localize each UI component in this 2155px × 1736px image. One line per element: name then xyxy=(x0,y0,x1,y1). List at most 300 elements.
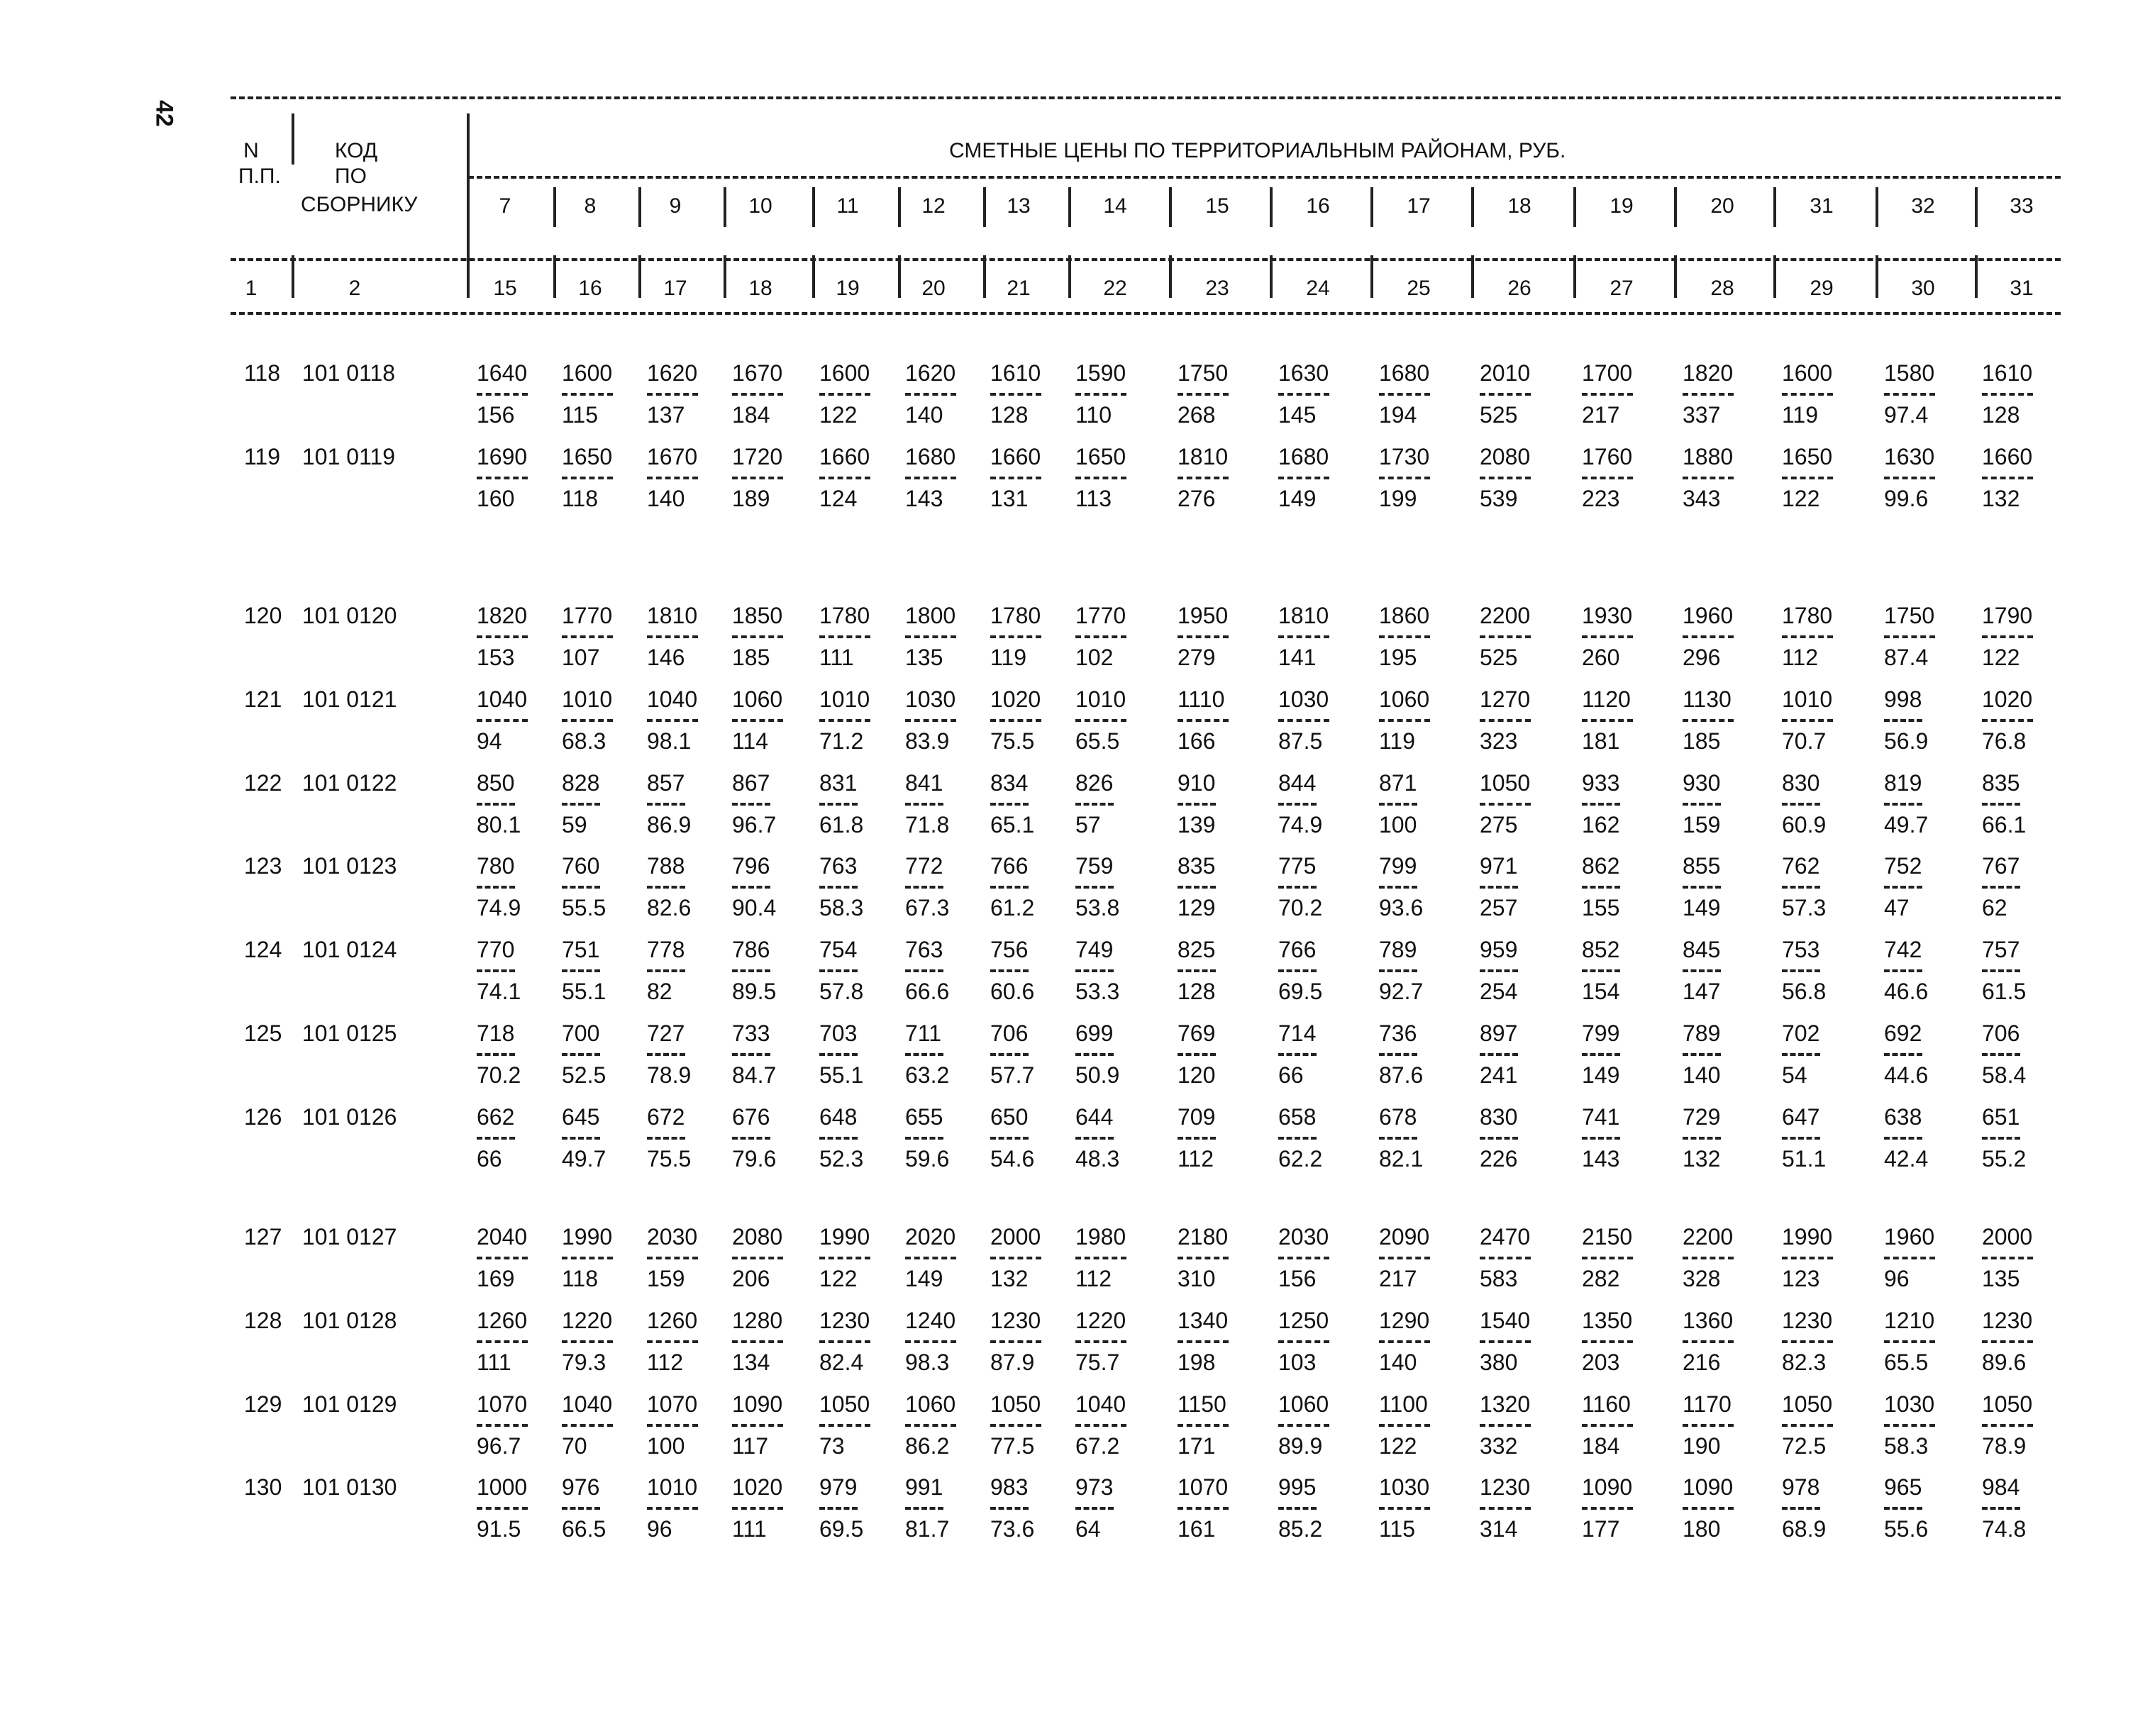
price-cell: 1170 xyxy=(1683,1391,1732,1417)
fraction-bar xyxy=(990,1340,1041,1343)
price-cell: 1230 xyxy=(990,1307,1041,1333)
price-cell: 1730 xyxy=(1379,443,1430,469)
price-cell: 1680 xyxy=(905,443,956,469)
fraction-bar xyxy=(1982,635,2033,638)
header-bottom-rule xyxy=(231,312,2061,315)
fraction-bar xyxy=(1178,393,1229,396)
price-cell: 1670 xyxy=(647,443,698,469)
fraction-bar xyxy=(1278,1137,1317,1140)
fraction-bar xyxy=(1884,1137,1922,1140)
price-cell: 1130 xyxy=(1683,686,1732,712)
price-cell: 1620 xyxy=(905,360,956,386)
price-cell: 73.6 xyxy=(990,1516,1035,1542)
price-cell: 1780 xyxy=(1782,603,1833,628)
fraction-bar xyxy=(1982,969,2020,972)
price-cell: 1260 xyxy=(477,1307,528,1333)
price-cell: 155 xyxy=(1582,895,1620,921)
price-cell: 1010 xyxy=(819,686,870,712)
fraction-bar xyxy=(1683,1507,1734,1510)
fraction-bar xyxy=(647,886,685,889)
price-cell: 2030 xyxy=(1278,1224,1329,1250)
district-header: 32 xyxy=(1911,194,1935,218)
price-cell: 1260 xyxy=(647,1307,698,1333)
fraction-bar xyxy=(990,477,1041,479)
fraction-bar xyxy=(819,393,870,396)
fraction-bar xyxy=(647,1053,685,1056)
price-cell: 1990 xyxy=(562,1224,613,1250)
fraction-bar xyxy=(905,886,943,889)
price-cell: 796 xyxy=(732,853,770,879)
fraction-bar xyxy=(1582,969,1620,972)
price-cell: 1110 xyxy=(1178,686,1225,712)
price-cell: 2080 xyxy=(732,1224,783,1250)
fraction-bar xyxy=(732,1340,783,1343)
fraction-bar xyxy=(1782,1257,1833,1259)
fraction-bar xyxy=(819,1257,870,1259)
price-cell: 203 xyxy=(1582,1349,1620,1375)
fraction-bar xyxy=(1982,477,2033,479)
district-header: 16 xyxy=(1306,194,1330,218)
fraction-bar xyxy=(1683,719,1734,722)
price-cell: 973 xyxy=(1075,1474,1114,1501)
district-header: 12 xyxy=(921,194,946,218)
fraction-bar xyxy=(905,1137,943,1140)
price-cell: 115 xyxy=(562,401,599,428)
fraction-bar xyxy=(1278,719,1329,722)
price-cell: 1600 xyxy=(562,360,613,386)
price-cell: 82 xyxy=(647,979,672,1005)
price-cell: 711 xyxy=(905,1020,942,1046)
fraction-bar xyxy=(1178,635,1229,638)
fraction-bar xyxy=(562,1257,613,1259)
price-cell: 96 xyxy=(647,1516,672,1542)
price-cell: 112 xyxy=(1075,1265,1112,1291)
price-cell: 46.6 xyxy=(1884,979,1929,1005)
fraction-bar xyxy=(1480,1424,1531,1427)
price-cell: 58.3 xyxy=(1884,1432,1929,1459)
district-header: 11 xyxy=(836,194,859,218)
fraction-bar xyxy=(1683,1137,1721,1140)
header-sep-district xyxy=(1068,187,1071,227)
price-cell: 1810 xyxy=(647,603,698,628)
fraction-bar xyxy=(1884,635,1935,638)
price-cell: 67.3 xyxy=(905,895,950,921)
price-cell: 933 xyxy=(1582,769,1620,796)
price-cell: 74.1 xyxy=(477,979,521,1005)
price-cell: 706 xyxy=(1982,1020,2020,1046)
district-header: 15 xyxy=(1205,194,1229,218)
price-cell: 52.3 xyxy=(819,1145,864,1172)
fraction-bar xyxy=(1278,803,1317,806)
price-cell: 47 xyxy=(1884,895,1910,921)
fraction-bar xyxy=(1278,969,1317,972)
row-number: 128 xyxy=(244,1307,282,1333)
price-cell: 835 xyxy=(1982,769,2020,796)
price-cell: 100 xyxy=(1379,811,1417,838)
price-cell: 276 xyxy=(1178,485,1216,511)
fraction-bar xyxy=(1278,1340,1329,1343)
price-cell: 62 xyxy=(1982,895,2007,921)
header-sep-index xyxy=(1169,255,1172,298)
fraction-bar xyxy=(1683,886,1721,889)
price-cell: 1020 xyxy=(1982,686,2033,712)
fraction-bar xyxy=(1582,477,1633,479)
price-cell: 983 xyxy=(990,1474,1029,1501)
fraction-bar xyxy=(990,886,1029,889)
price-cell: 2020 xyxy=(905,1224,956,1250)
fraction-bar xyxy=(477,1053,515,1056)
district-header: 13 xyxy=(1007,194,1031,218)
price-cell: 862 xyxy=(1582,853,1620,879)
fraction-bar xyxy=(1379,393,1430,396)
price-cell: 66.1 xyxy=(1982,811,2027,838)
price-cell: 1660 xyxy=(819,443,870,469)
fraction-bar xyxy=(562,803,600,806)
price-cell: 959 xyxy=(1480,937,1518,963)
row-code: 101 0120 xyxy=(302,603,397,628)
fraction-bar xyxy=(1582,886,1620,889)
price-cell: 64 xyxy=(1075,1516,1101,1542)
price-cell: 729 xyxy=(1683,1103,1721,1130)
fraction-bar xyxy=(905,635,956,638)
fraction-bar xyxy=(732,1424,783,1427)
price-cell: 772 xyxy=(905,853,943,879)
price-cell: 1000 xyxy=(477,1474,528,1501)
price-cell: 1960 xyxy=(1683,603,1734,628)
header-sep-index xyxy=(1068,255,1071,298)
price-cell: 692 xyxy=(1884,1020,1922,1046)
price-cell: 87.6 xyxy=(1379,1062,1424,1088)
price-cell: 135 xyxy=(905,644,943,670)
fraction-bar xyxy=(1075,1507,1114,1510)
price-cell: 1800 xyxy=(905,603,956,628)
district-header: 17 xyxy=(1407,194,1431,218)
fraction-bar xyxy=(647,1424,698,1427)
header-sep-n xyxy=(292,113,294,165)
price-cell: 1770 xyxy=(1075,603,1126,628)
price-cell: 775 xyxy=(1278,853,1317,879)
header-sep-index xyxy=(553,255,556,298)
price-cell: 770 xyxy=(477,937,515,963)
price-cell: 763 xyxy=(819,853,858,879)
price-cell: 56.8 xyxy=(1782,979,1827,1005)
fraction-bar xyxy=(477,719,528,722)
header-sep-index xyxy=(1471,255,1474,298)
price-cell: 855 xyxy=(1683,853,1721,879)
header-sep-district xyxy=(1876,187,1878,227)
price-cell: 1070 xyxy=(1178,1474,1229,1501)
price-cell: 799 xyxy=(1582,1020,1620,1046)
fraction-bar xyxy=(1278,393,1329,396)
fraction-bar xyxy=(647,803,685,806)
fraction-bar xyxy=(905,1507,943,1510)
price-cell: 140 xyxy=(647,485,685,511)
price-cell: 85.2 xyxy=(1278,1516,1323,1542)
price-cell: 718 xyxy=(477,1020,515,1046)
price-cell: 778 xyxy=(647,937,685,963)
fraction-bar xyxy=(1178,1053,1216,1056)
price-cell: 965 xyxy=(1884,1474,1922,1501)
fraction-bar xyxy=(1782,1137,1820,1140)
price-cell: 825 xyxy=(1178,937,1216,963)
price-cell: 759 xyxy=(1075,853,1114,879)
price-cell: 55.5 xyxy=(562,895,606,921)
price-cell: 995 xyxy=(1278,1474,1317,1501)
price-cell: 54 xyxy=(1782,1062,1807,1088)
header-sep-index xyxy=(898,255,901,298)
fraction-bar xyxy=(647,393,698,396)
price-cell: 709 xyxy=(1178,1103,1216,1130)
fraction-bar xyxy=(1480,1053,1518,1056)
price-cell: 1030 xyxy=(1379,1474,1430,1501)
price-cell: 216 xyxy=(1683,1349,1721,1375)
fraction-bar xyxy=(1982,803,2020,806)
price-cell: 850 xyxy=(477,769,515,796)
price-cell: 65.5 xyxy=(1075,728,1120,754)
fraction-bar xyxy=(1379,803,1417,806)
header-sep-district xyxy=(1773,187,1776,227)
price-cell: 2180 xyxy=(1178,1224,1229,1250)
fraction-bar xyxy=(562,635,613,638)
price-cell: 1230 xyxy=(1480,1474,1531,1501)
price-cell: 75.5 xyxy=(647,1145,692,1172)
district-header: 18 xyxy=(1507,194,1531,218)
header-sep-index xyxy=(724,255,726,298)
price-cell: 143 xyxy=(1582,1145,1620,1172)
row-code: 101 0125 xyxy=(302,1020,397,1046)
price-cell: 323 xyxy=(1480,728,1518,754)
fraction-bar xyxy=(1278,1507,1317,1510)
price-cell: 68.3 xyxy=(562,728,606,754)
price-cell: 96 xyxy=(1884,1265,1910,1291)
price-cell: 137 xyxy=(647,401,685,428)
price-cell: 70.2 xyxy=(1278,895,1323,921)
fraction-bar xyxy=(1278,1053,1317,1056)
price-cell: 831 xyxy=(819,769,858,796)
price-cell: 1750 xyxy=(1884,603,1935,628)
price-cell: 672 xyxy=(647,1103,685,1130)
fraction-bar xyxy=(905,393,956,396)
price-cell: 1030 xyxy=(905,686,956,712)
fraction-bar xyxy=(1278,477,1329,479)
fraction-bar xyxy=(905,1257,956,1259)
fraction-bar xyxy=(1582,1053,1620,1056)
price-cell: 753 xyxy=(1782,937,1820,963)
row-code: 101 0121 xyxy=(302,686,397,712)
price-cell: 58.4 xyxy=(1982,1062,2027,1088)
header-sep-index xyxy=(1773,255,1776,298)
fraction-bar xyxy=(1480,1507,1531,1510)
price-cell: 140 xyxy=(1379,1349,1417,1375)
price-cell: 756 xyxy=(990,937,1029,963)
header-mid-rule xyxy=(468,176,2061,179)
price-cell: 129 xyxy=(1178,895,1216,921)
price-cell: 310 xyxy=(1178,1265,1216,1291)
price-cell: 226 xyxy=(1480,1145,1518,1172)
price-cell: 788 xyxy=(647,853,685,879)
index-col: 28 xyxy=(1710,277,1734,300)
price-cell: 111 xyxy=(477,1349,511,1375)
fraction-bar xyxy=(1982,886,2020,889)
fraction-bar xyxy=(647,635,698,638)
index-col: 23 xyxy=(1205,277,1229,300)
price-cell: 123 xyxy=(1782,1265,1820,1291)
row-number: 122 xyxy=(244,769,282,796)
price-cell: 48.3 xyxy=(1075,1145,1120,1172)
price-cell: 162 xyxy=(1582,811,1620,838)
price-cell: 1040 xyxy=(562,1391,613,1417)
price-cell: 49.7 xyxy=(562,1145,606,1172)
price-cell: 1010 xyxy=(1782,686,1833,712)
price-cell: 1930 xyxy=(1582,603,1633,628)
fraction-bar xyxy=(1178,477,1229,479)
fraction-bar xyxy=(1782,1340,1833,1343)
price-cell: 1090 xyxy=(1582,1474,1633,1501)
price-cell: 156 xyxy=(1278,1265,1317,1291)
price-cell: 766 xyxy=(1278,937,1317,963)
fraction-bar xyxy=(647,719,698,722)
fraction-bar xyxy=(1683,1340,1734,1343)
price-cell: 1990 xyxy=(1782,1224,1833,1250)
price-cell: 199 xyxy=(1379,485,1417,511)
price-cell: 841 xyxy=(905,769,943,796)
price-cell: 132 xyxy=(1982,485,2020,511)
fraction-bar xyxy=(1782,1053,1820,1056)
header-code: КОД xyxy=(335,139,378,162)
price-cell: 930 xyxy=(1683,769,1721,796)
fraction-bar xyxy=(1178,1424,1229,1427)
price-cell: 676 xyxy=(732,1103,770,1130)
price-cell: 119 xyxy=(990,644,1027,670)
fraction-bar xyxy=(562,1424,613,1427)
price-cell: 1230 xyxy=(1782,1307,1833,1333)
price-cell: 128 xyxy=(1178,979,1216,1005)
fraction-bar xyxy=(1178,969,1216,972)
price-cell: 119 xyxy=(1782,401,1819,428)
price-cell: 733 xyxy=(732,1020,770,1046)
price-cell: 75.7 xyxy=(1075,1349,1120,1375)
index-col: 24 xyxy=(1306,277,1330,300)
price-cell: 89.9 xyxy=(1278,1432,1323,1459)
index-col: 16 xyxy=(578,277,602,300)
fraction-bar xyxy=(819,635,870,638)
price-cell: 978 xyxy=(1782,1474,1820,1501)
price-cell: 647 xyxy=(1782,1103,1820,1130)
fraction-bar xyxy=(1075,803,1114,806)
price-cell: 206 xyxy=(732,1265,770,1291)
price-cell: 268 xyxy=(1178,401,1216,428)
price-cell: 143 xyxy=(905,485,943,511)
fraction-bar xyxy=(905,1053,943,1056)
price-cell: 1360 xyxy=(1683,1307,1734,1333)
price-cell: 1050 xyxy=(990,1391,1041,1417)
price-cell: 910 xyxy=(1178,769,1216,796)
price-cell: 153 xyxy=(477,644,515,670)
price-cell: 177 xyxy=(1582,1516,1620,1542)
price-cell: 1050 xyxy=(1480,769,1531,796)
index-col: 31 xyxy=(2010,277,2034,300)
price-cell: 111 xyxy=(819,644,854,670)
fraction-bar xyxy=(1178,1257,1229,1259)
price-cell: 1650 xyxy=(1075,443,1126,469)
price-cell: 819 xyxy=(1884,769,1922,796)
fraction-bar xyxy=(732,803,770,806)
price-cell: 2200 xyxy=(1480,603,1531,628)
fraction-bar xyxy=(1884,1340,1935,1343)
fraction-bar xyxy=(1782,969,1820,972)
fraction-bar xyxy=(1075,1257,1126,1259)
header-sep-index xyxy=(1270,255,1273,298)
price-cell: 112 xyxy=(1782,644,1819,670)
price-cell: 71.8 xyxy=(905,811,950,838)
price-cell: 742 xyxy=(1884,937,1922,963)
fraction-bar xyxy=(1379,635,1430,638)
price-cell: 69.5 xyxy=(819,1516,864,1542)
price-cell: 1610 xyxy=(1982,360,2033,386)
price-cell: 648 xyxy=(819,1103,858,1130)
price-cell: 2040 xyxy=(477,1224,528,1250)
price-cell: 727 xyxy=(647,1020,685,1046)
price-cell: 94 xyxy=(477,728,502,754)
price-cell: 147 xyxy=(1683,979,1721,1005)
fraction-bar xyxy=(562,1507,600,1510)
price-cell: 1650 xyxy=(562,443,613,469)
price-cell: 98.3 xyxy=(905,1349,950,1375)
price-cell: 223 xyxy=(1582,485,1620,511)
price-cell: 282 xyxy=(1582,1265,1620,1291)
fraction-bar xyxy=(1782,803,1820,806)
price-cell: 74.9 xyxy=(1278,811,1323,838)
fraction-bar xyxy=(1379,886,1417,889)
price-cell: 1120 xyxy=(1582,686,1631,712)
fraction-bar xyxy=(562,719,613,722)
header-sep-index xyxy=(1876,255,1878,298)
fraction-bar xyxy=(1683,477,1734,479)
fraction-bar xyxy=(1582,1340,1633,1343)
price-cell: 57 xyxy=(1075,811,1101,838)
price-cell: 103 xyxy=(1278,1349,1317,1375)
price-cell: 171 xyxy=(1178,1432,1216,1459)
fraction-bar xyxy=(1480,635,1531,638)
price-cell: 135 xyxy=(1982,1265,2020,1291)
price-cell: 1720 xyxy=(732,443,783,469)
price-cell: 897 xyxy=(1480,1020,1518,1046)
fraction-bar xyxy=(1178,886,1216,889)
fraction-bar xyxy=(1278,886,1317,889)
price-cell: 1070 xyxy=(647,1391,698,1417)
header-sep-district xyxy=(1370,187,1373,227)
price-cell: 1610 xyxy=(990,360,1041,386)
fraction-bar xyxy=(1178,1340,1229,1343)
price-cell: 217 xyxy=(1582,401,1620,428)
price-cell: 55.6 xyxy=(1884,1516,1929,1542)
fraction-bar xyxy=(1683,969,1721,972)
price-cell: 871 xyxy=(1379,769,1417,796)
price-cell: 50.9 xyxy=(1075,1062,1120,1088)
price-cell: 180 xyxy=(1683,1516,1721,1542)
price-cell: 117 xyxy=(732,1432,769,1459)
price-cell: 79.3 xyxy=(562,1349,606,1375)
price-cell: 107 xyxy=(562,644,600,670)
price-cell: 1820 xyxy=(477,603,528,628)
price-cell: 160 xyxy=(477,485,515,511)
price-cell: 141 xyxy=(1278,644,1317,670)
price-cell: 1650 xyxy=(1782,443,1833,469)
price-cell: 98.1 xyxy=(647,728,692,754)
price-cell: 786 xyxy=(732,937,770,963)
fraction-bar xyxy=(1782,635,1833,638)
fraction-bar xyxy=(1884,1424,1935,1427)
